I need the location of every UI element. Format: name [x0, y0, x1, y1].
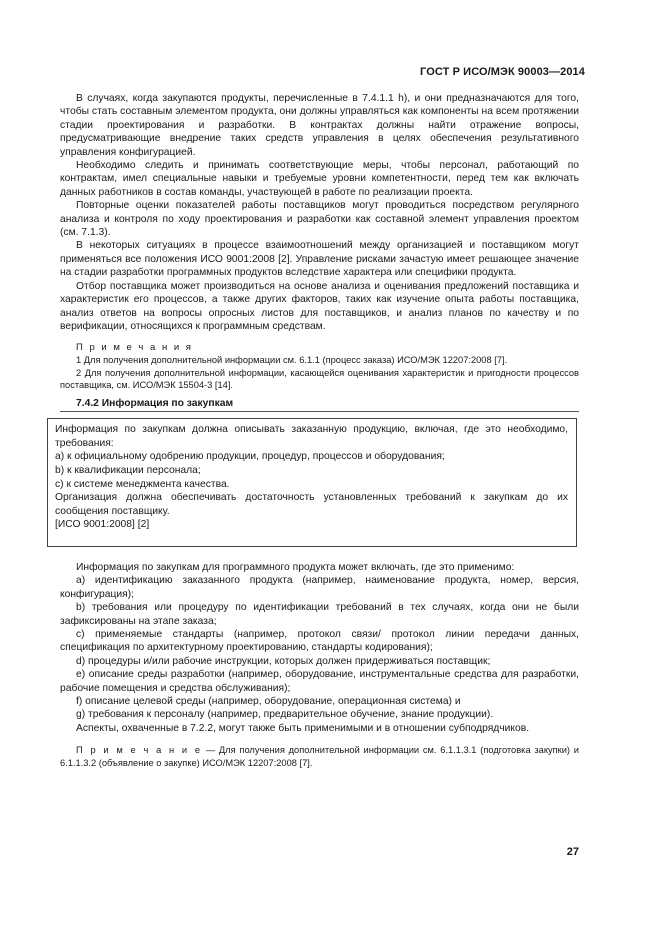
notes-label: П р и м е ч а н и я: [76, 342, 193, 354]
paragraph: Информация по закупкам для программного продукта может включать, где это применимо:: [76, 561, 515, 573]
box-line: Организация должна обеспечивать достаточность установленных требований к закупкам до их сообщения поставщику.: [55, 492, 568, 517]
document-code-header: ГОСТ Р ИСО/МЭК 90003—2014: [420, 66, 585, 78]
box-reference: [ИСО 9001:2008] [2]: [55, 519, 150, 531]
note-label: П р и м е ч а н и е: [76, 745, 203, 756]
box-line: c) к системе менеджмента качества.: [55, 478, 230, 490]
note-item: 2 Для получения дополнительной информации, касающейся оценивания характеристик и пригодности процессов поставщика, см. ИСО/МЭК 15504-3 [14].: [60, 367, 579, 390]
list-item: e) описание среды разработки (например, оборудование, инструментальные средства для разработки, рабочие помещения и средства обслуживания);: [60, 669, 579, 694]
list-item: b) требования или процедуру по идентификации требований в тех случаях, когда они не были зафиксированы на этапе заказа;: [60, 602, 579, 627]
purchasing-info-list: [60, 561, 579, 735]
list-item: a) идентификацию заказанного продукта (например, наименование продукта, номер, версия, конфигурация);: [60, 575, 579, 600]
paragraph: В случаях, когда закупаются продукты, перечисленные в 7.4.1.1 h), и они предназначаются для того, чтобы стать составным элементом продукта, они должны управляться как компоненты на всем протяжении стадии проектирования и разработки. В контрактах должны найти отражение вопросы, предусматривающие внедрение таких средств управления в целях обеспечения результативного управления конфигурацией.: [60, 93, 579, 158]
page-number: 27: [566, 846, 579, 858]
note-text: — Для получения дополнительной информации см. 6.1.1.3.1 (подготовка закупки) и 6.1.1.3.2 (объявление о закупке) ИСО/МЭК 12207:2008 [7].: [60, 745, 579, 768]
box-line: Информация по закупкам должна описывать заказанную продукцию, включая, где это необходимо, требования:: [55, 424, 568, 449]
quoted-requirement-box: [47, 418, 577, 547]
note: [60, 744, 579, 769]
page-body: [55, 92, 579, 769]
list-item: d) процедуры и/или рабочие инструкции, которых должен придерживаться поставщик;: [76, 655, 491, 667]
list-item: c) применяемые стандарты (например, протокол связи/ протокол линии передачи данных, спецификация по архитектурному проектированию, стандарты кодирования);: [60, 628, 579, 654]
box-line: a) к официальному одобрению продукции, процедур, процессов и оборудования;: [55, 451, 445, 463]
paragraph: В некоторых ситуациях в процессе взаимоотношений между организацией и поставщиком могут применяться все положения ИСО 9001:2008 [2]. Управление рисками зачастую имеет решающее значение на стадии разработки программных продуктов вследствие характера или специфики продукта.: [60, 240, 579, 279]
paragraph: Отбор поставщика может производиться на основе анализа и оценивания предложений поставщика и характеристик его процессов, а также других факторов, таких как изучение опыта работы поставщика, анализ ответов на вопросы опросных листов для поставщиков, и анализ планов по качеству и по верификации, относящихся к программным средствам.: [60, 280, 579, 332]
box-line: b) к квалификации персонала;: [55, 464, 201, 476]
section-heading: 7.4.2 Информация по закупкам: [60, 397, 579, 412]
paragraph: Аспекты, охваченные в 7.2.2, могут также быть применимыми и в отношении субподрядчиков.: [76, 722, 530, 734]
list-item: g) требования к персоналу (например, предварительное обучение, знание продукции).: [76, 709, 494, 721]
list-item: f) описание целевой среды (например, оборудование, операционная система) и: [76, 696, 461, 708]
paragraph: Необходимо следить и принимать соответствующие меры, чтобы персонал, работающий по контрактам, имел специальные навыки и требуемые уровни компетентности, перед тем как включать данных работников в состав команды, участвующей в работе по реализации проекта.: [60, 160, 579, 198]
paragraph: Повторные оценки показателей работы поставщиков могут проводиться посредством регулярного анализа и контроля по ходу проектирования и разработки как составной элемент управления проектом (см. 7.1.3).: [60, 200, 579, 239]
note-item: 1 Для получения дополнительной информации см. 6.1.1 (процесс заказа) ИСО/МЭК 12207:2008 [7].: [76, 355, 508, 366]
